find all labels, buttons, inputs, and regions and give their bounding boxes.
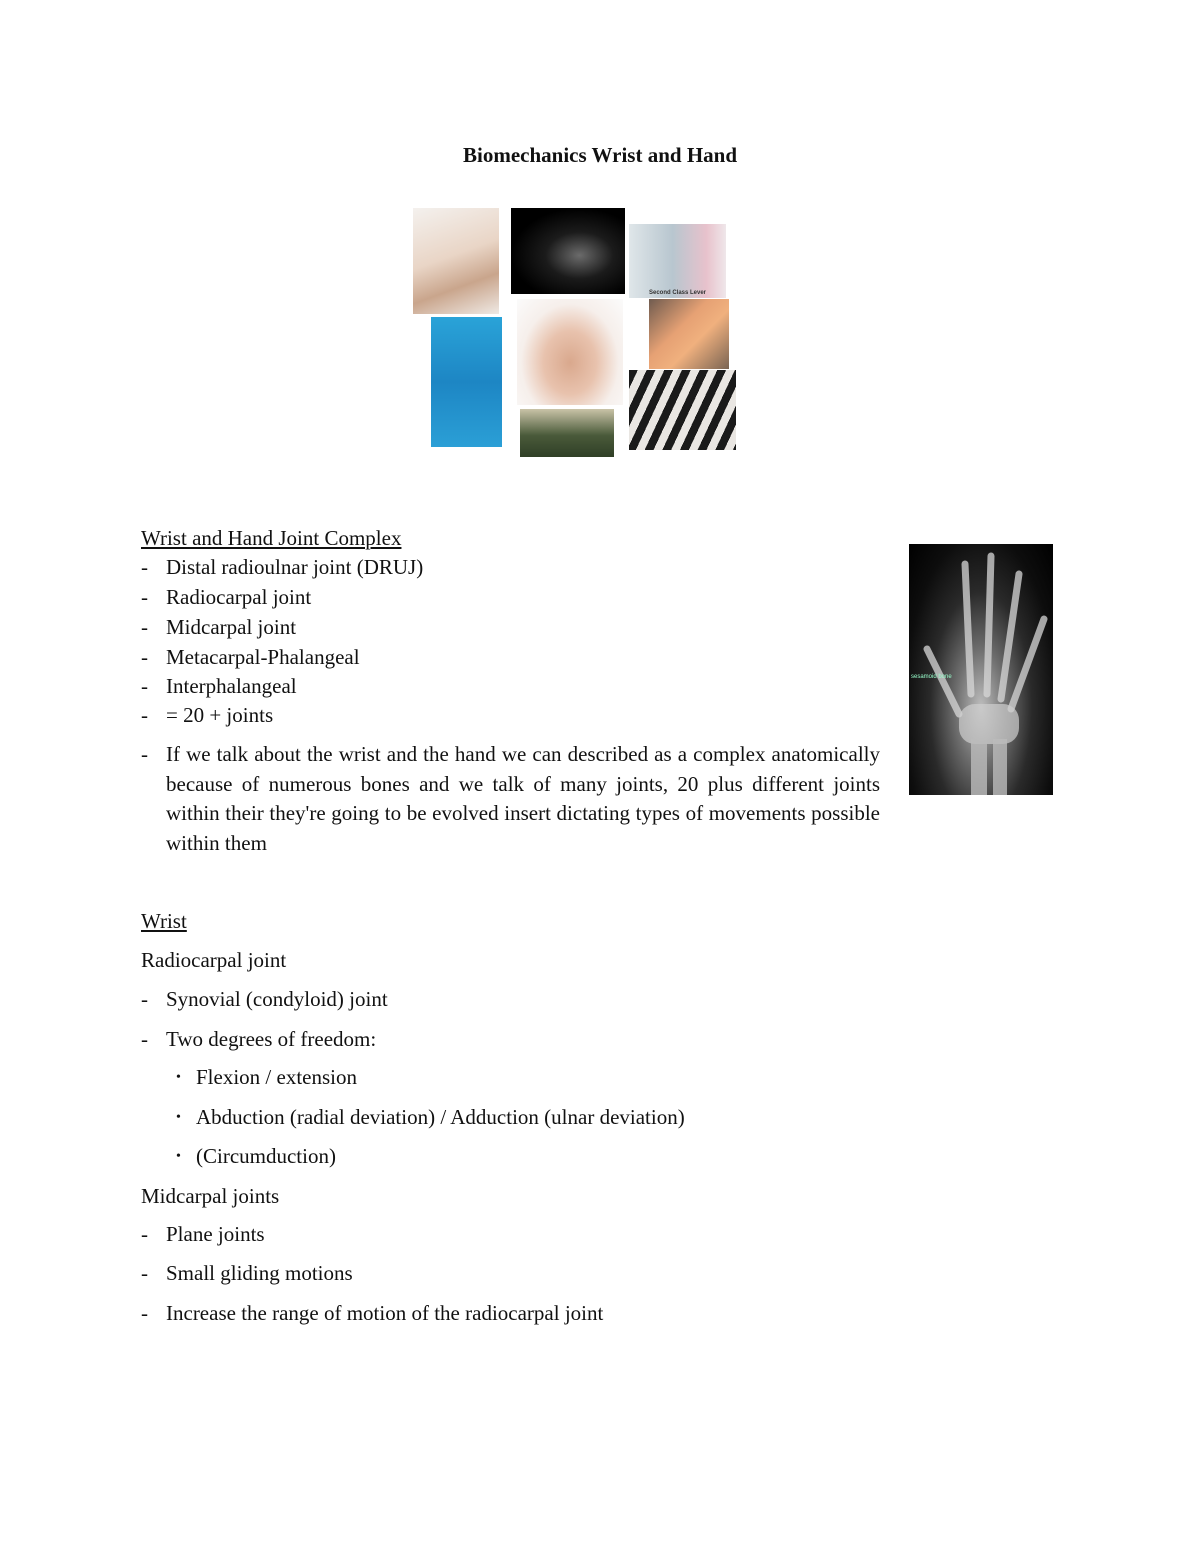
dash-marker: -: [141, 674, 148, 698]
bullet-marker: •: [176, 1070, 181, 1085]
dash-marker: -: [141, 645, 148, 669]
list-item: Synovial (condyloid) joint: [166, 987, 388, 1011]
list-item: Metacarpal-Phalangeal: [166, 645, 360, 669]
gripping-fist-image: [649, 299, 729, 369]
subheading-midcarpal: Midcarpal joints: [141, 1184, 280, 1208]
dash-marker: -: [141, 1027, 148, 1051]
list-item: Midcarpal joint: [166, 615, 297, 639]
xray-annotation: sesamoid bone: [911, 674, 952, 680]
dash-marker: -: [141, 615, 148, 639]
finger-touchscreen-image: [511, 208, 625, 294]
lever-diagram-image: [629, 224, 726, 298]
lever-caption: Second Class Lever: [648, 290, 707, 296]
paragraph-joint-complex: If we talk about the wrist and the hand we can described as a complex anatomically because of numerous bones and we talk of many joints, 20 plus different joints within their they're going to be evolved insert dictating types of movements possible within them: [166, 742, 880, 855]
dash-marker: -: [141, 987, 148, 1011]
sub-list-item: Abduction (radial deviation) / Adduction (ulnar deviation): [196, 1105, 685, 1129]
bullet-marker: •: [176, 1110, 181, 1125]
section-heading-joint-complex: Wrist and Hand Joint Complex: [141, 526, 402, 550]
list-item: Interphalangeal: [166, 674, 297, 698]
list-item: Two degrees of freedom:: [166, 1027, 377, 1051]
sub-list-item: Flexion / extension: [196, 1065, 357, 1089]
sub-list-item: (Circumduction): [196, 1144, 336, 1168]
open-palm-image: [517, 299, 623, 405]
dash-marker: -: [141, 585, 148, 609]
bullet-marker: •: [176, 1149, 181, 1164]
list-item: Small gliding motions: [166, 1261, 353, 1285]
piano-hands-image: [629, 370, 736, 450]
section-heading-wrist: Wrist: [141, 909, 187, 933]
list-item: Increase the range of motion of the radiocarpal joint: [166, 1301, 604, 1325]
dash-marker: -: [141, 1301, 148, 1325]
hand-xray-image: [909, 544, 1053, 795]
pen-writing-image: [413, 208, 499, 314]
list-item: Radiocarpal joint: [166, 585, 312, 609]
baton-pass-image: [520, 409, 614, 457]
list-item: = 20 + joints: [166, 703, 274, 727]
dash-marker: -: [141, 703, 148, 727]
xray-hand-outline: [909, 544, 1053, 795]
page-title: Biomechanics Wrist and Hand: [462, 143, 738, 167]
dash-marker: -: [141, 742, 148, 766]
list-item: Plane joints: [166, 1222, 265, 1246]
list-item: Distal radioulnar joint (DRUJ): [166, 555, 424, 579]
swimmer-image: [431, 317, 502, 447]
dash-marker: -: [141, 1261, 148, 1285]
dash-marker: -: [141, 555, 148, 579]
subheading-radiocarpal: Radiocarpal joint: [141, 948, 287, 972]
dash-marker: -: [141, 1222, 148, 1246]
